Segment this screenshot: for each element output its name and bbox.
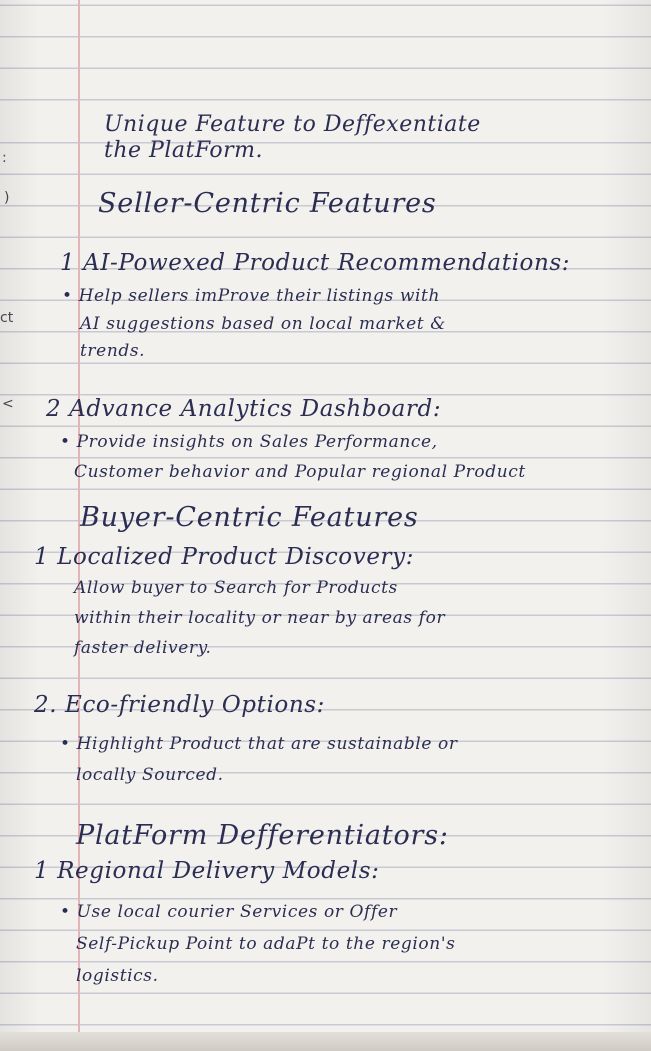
platform-item-1-heading: 1 Regional Delivery Models: [34, 858, 380, 884]
seller-item-2-heading: 2 Advance Analytics Dashboard: [46, 396, 442, 422]
edge-mark: ) [4, 190, 10, 206]
seller-item-1-heading: 1 AI-Powexed Product Recommendations: [60, 250, 571, 276]
buyer-item-1-line-3: faster delivery. [74, 638, 212, 658]
buyer-section-heading: Buyer-Centric Features [80, 502, 419, 533]
title-line-1: Unique Feature to Deffexentiate [104, 112, 481, 137]
buyer-item-2-line-2: locally Sourced. [76, 765, 224, 785]
edge-mark: : [2, 150, 7, 166]
seller-item-1-line-2: AI suggestions based on local market & [80, 314, 446, 334]
page-bottom-shadow [0, 1032, 651, 1051]
seller-item-1-line-1: • Help sellers imProve their listings with [62, 286, 441, 306]
platform-item-1-line-1: • Use local courier Services or Offer [60, 902, 398, 922]
buyer-item-1-line-1: Allow buyer to Search for Products [74, 578, 398, 598]
buyer-item-2-line-1: • Highlight Product that are sustainable or [60, 734, 458, 754]
buyer-item-2-heading: 2. Eco-friendly Options: [34, 692, 326, 718]
seller-item-2-line-1: • Provide insights on Sales Performance, [60, 432, 438, 452]
seller-item-1-line-3: trends. [80, 341, 146, 361]
buyer-item-1-heading: 1 Localized Product Discovery: [34, 544, 415, 570]
edge-mark: ct [0, 310, 14, 326]
platform-item-1-line-3: logistics. [76, 966, 159, 986]
platform-section-heading: PlatForm Defferentiators: [76, 820, 449, 851]
platform-item-1-line-2: Self-Pickup Point to adaPt to the region's [76, 934, 456, 954]
seller-item-2-line-2: Customer behavior and Popular regional Product [74, 462, 526, 482]
title-line-2: the PlatForm. [104, 138, 263, 163]
seller-section-heading: Seller-Centric Features [98, 188, 437, 219]
buyer-item-1-line-2: within their locality or near by areas for [74, 608, 446, 628]
edge-mark: < [2, 396, 14, 412]
